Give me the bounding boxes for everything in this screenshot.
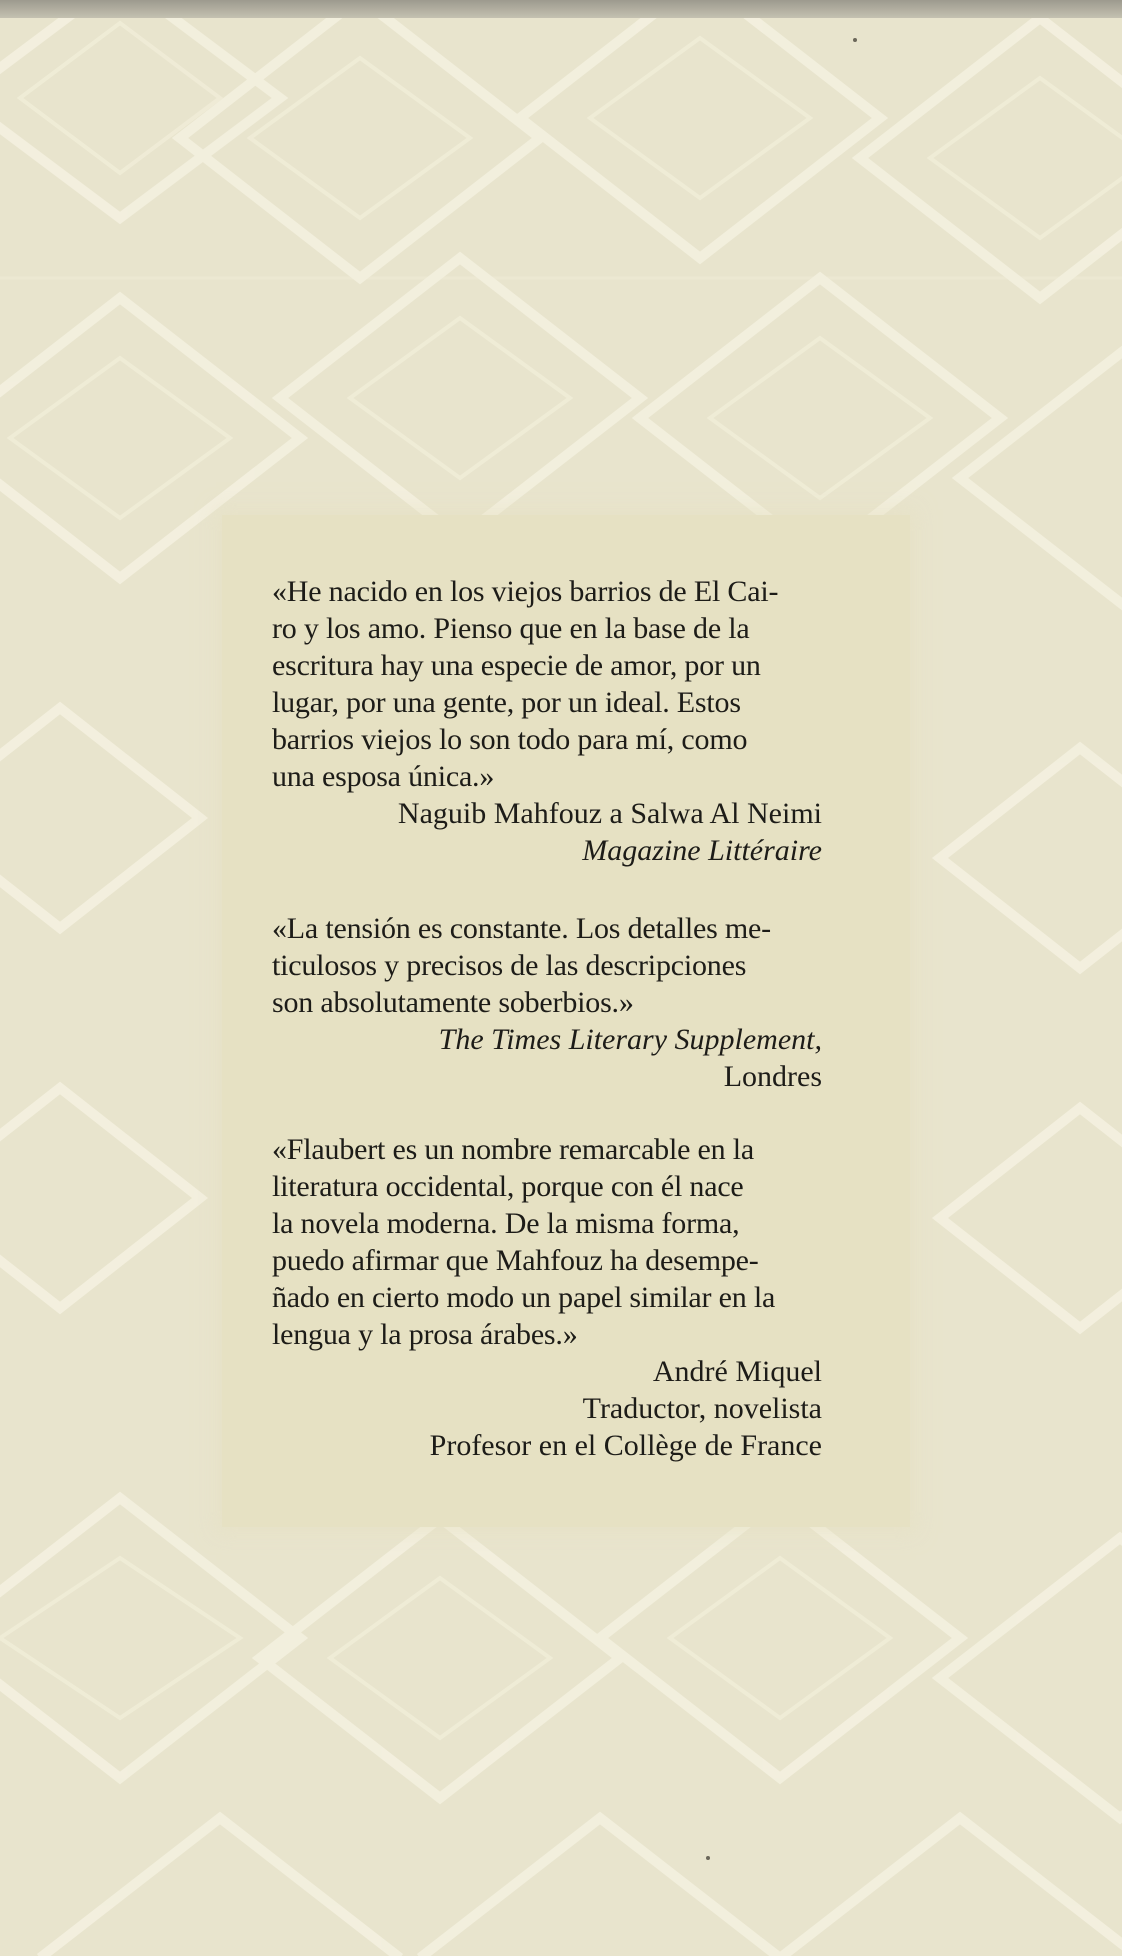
quote-line: barrios viejos lo son todo para mí, como [272, 723, 748, 756]
attribution-line: Londres [723, 1060, 822, 1093]
quote-line: puedo afirmar que Mahfouz ha desempe- [272, 1244, 759, 1277]
quote-times [272, 910, 872, 1021]
quote-line: escritura hay una especie de amor, por un [272, 649, 761, 682]
photo-top-edge [0, 0, 1122, 18]
quote-line: ñado en cierto modo un papel similar en la [272, 1281, 776, 1314]
quote-line: «Flaubert es un nombre remarcable en la [272, 1133, 754, 1166]
quote-line: una esposa única.» [272, 760, 495, 793]
attribution-times [439, 1021, 822, 1095]
attribution-source: The Times Literary Supplement, [438, 1023, 822, 1056]
attribution-line: Traductor, novelista [582, 1392, 822, 1425]
attribution-line: André Miquel [652, 1355, 822, 1388]
quote-line: son absolutamente soberbios.» [272, 986, 634, 1019]
quote-miquel [272, 1131, 872, 1353]
quote-line: ro y los amo. Pienso que en la base de la [272, 612, 750, 645]
attribution-source: Magazine Littéraire [582, 834, 822, 867]
quote-line: literatura occidental, porque con él nace [272, 1170, 744, 1203]
attribution-miquel [430, 1353, 822, 1464]
quote-line: «He nacido en los viejos barrios de El Cai- [272, 575, 779, 608]
quote-line: lengua y la prosa árabes.» [272, 1318, 578, 1351]
attribution-line: Profesor en el Collège de France [429, 1429, 822, 1462]
quote-line: lugar, por una gente, por un ideal. Estos [272, 686, 741, 719]
attribution-mahfouz [398, 795, 822, 869]
quote-line: «La tensión es constante. Los detalles me- [272, 912, 771, 945]
attribution-line: Naguib Mahfouz a Salwa Al Neimi [397, 797, 822, 830]
quote-line: ticulosos y precisos de las descripciones [272, 949, 747, 982]
quote-line: la novela moderna. De la misma forma, [272, 1207, 740, 1240]
paper-speck [853, 38, 857, 42]
paper-speck [706, 1856, 710, 1860]
quote-mahfouz [272, 573, 872, 795]
